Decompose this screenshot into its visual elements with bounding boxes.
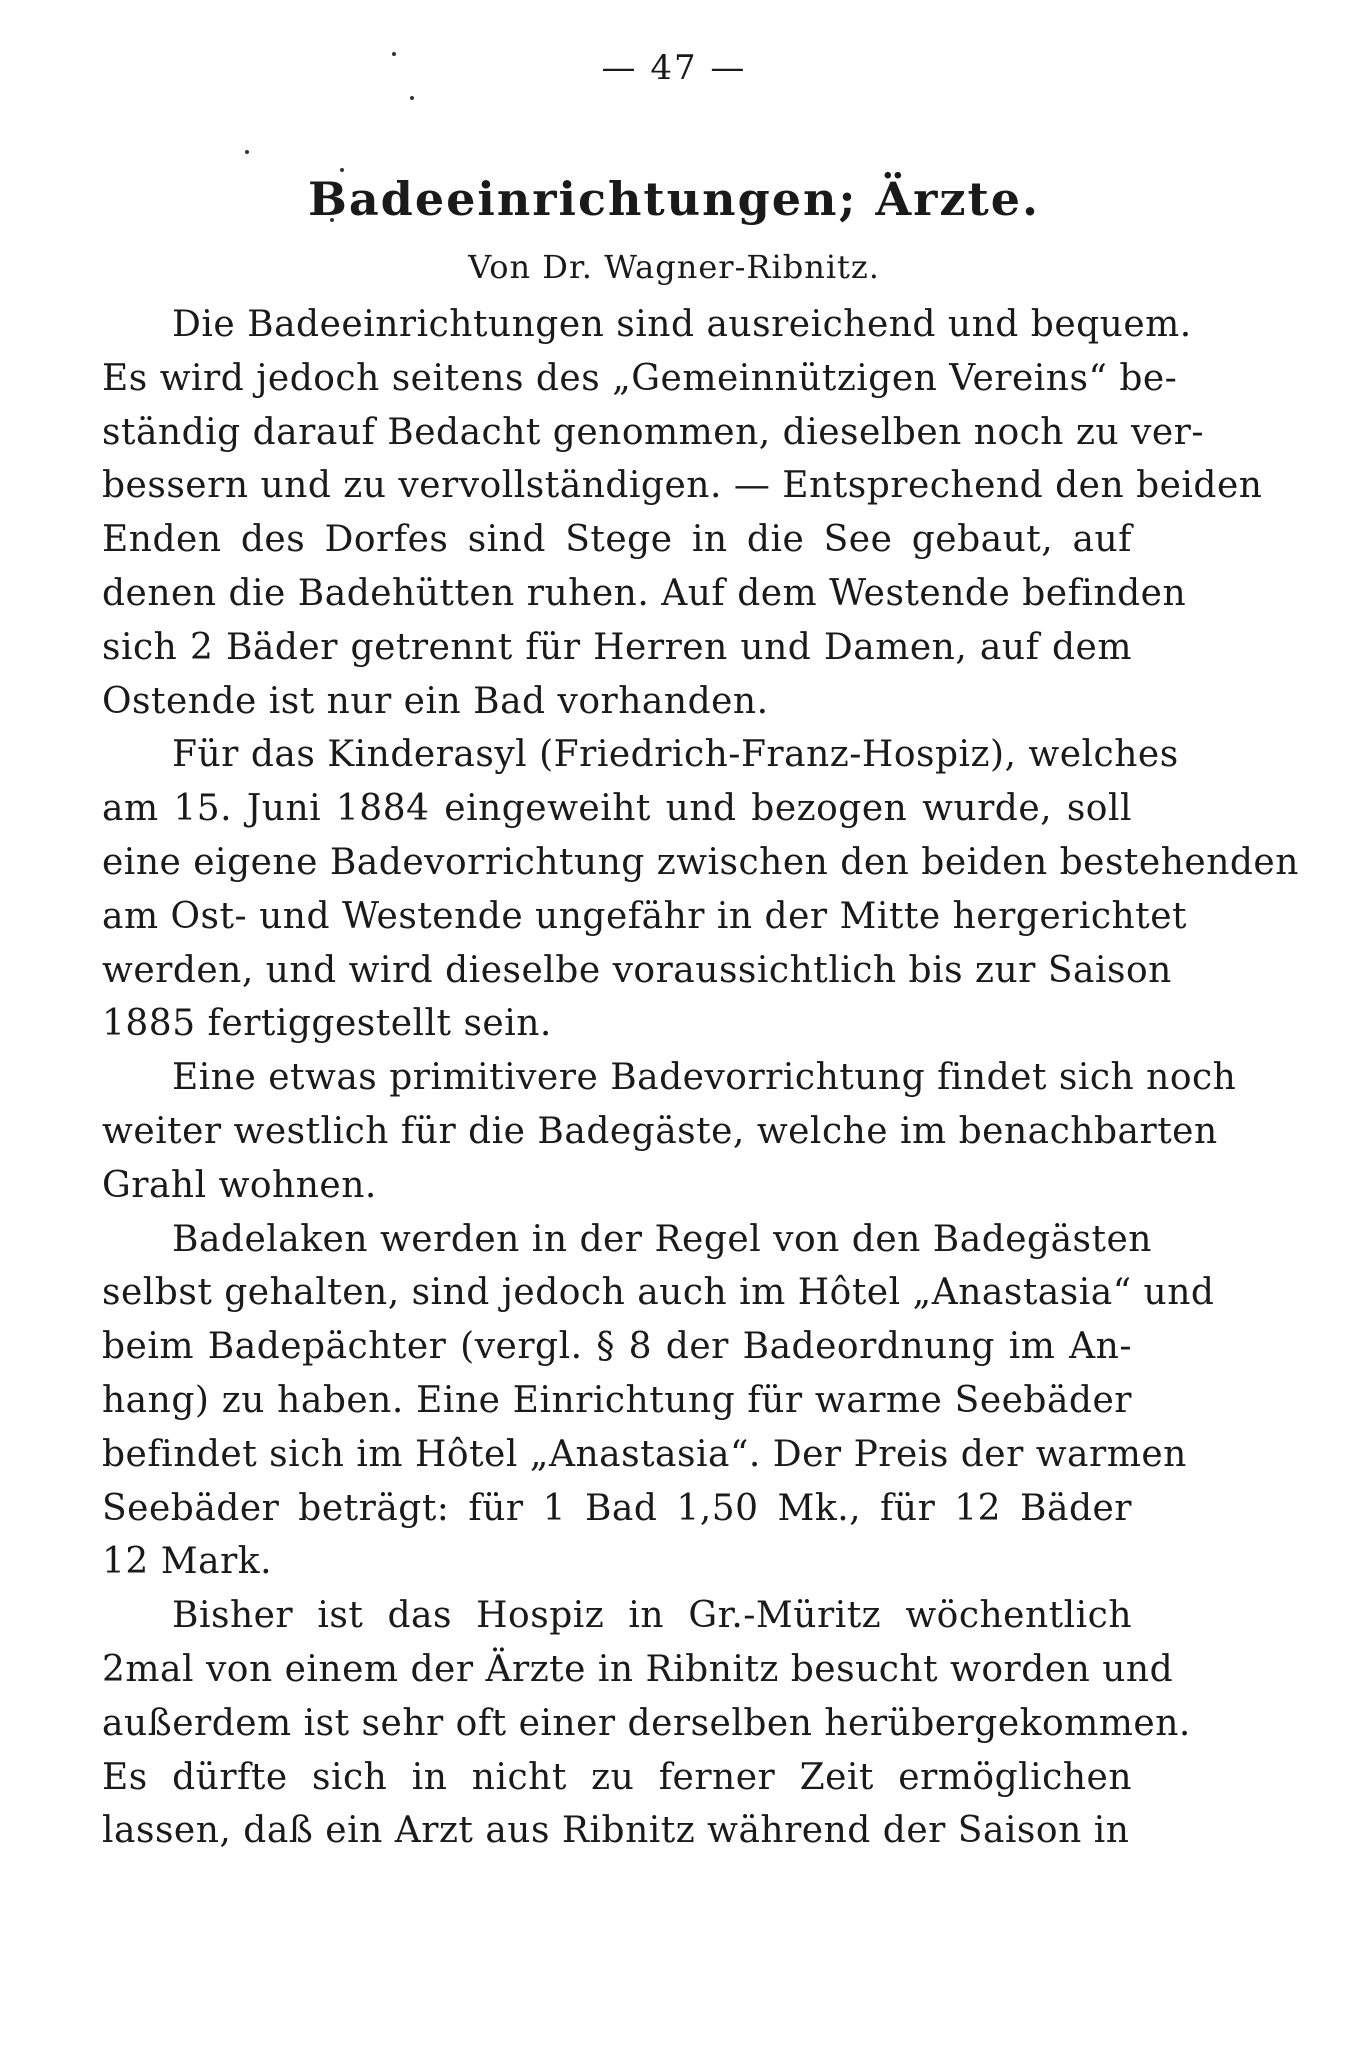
text-line: eine eigene Badevorrichtung zwischen den beiden bestehenden xyxy=(102,841,1299,883)
text-line: Badelaken werden in der Regel von den Badegästen xyxy=(172,1218,1152,1260)
text-line: bessern und zu vervollständigen. — Entsprechend den beiden xyxy=(102,465,1263,507)
text-line: ständig darauf Bedacht genommen, dieselben noch zu ver- xyxy=(102,411,1205,453)
text-line: Eine etwas primitivere Badevorrichtung findet sich noch xyxy=(172,1057,1237,1099)
paragraph xyxy=(102,728,1299,1051)
text-line: 12 Mark. xyxy=(102,1541,273,1583)
text-line: 1885 fertiggestellt sein. xyxy=(102,1003,552,1045)
paragraph xyxy=(102,1051,1237,1212)
text-line: selbst gehalten, sind jedoch auch im Hôtel „Anastasia“ und xyxy=(102,1272,1215,1314)
author-byline: Von Dr. Wagner-Ribnitz. xyxy=(468,248,880,286)
text-line: beim Badepächter (vergl. § 8 der Badeordnung im An- xyxy=(102,1326,1132,1368)
text-line: Für das Kinderasyl (Friedrich-Franz-Hospiz), welches xyxy=(172,734,1179,776)
section-title: Badeeinrichtungen; Ärzte. xyxy=(307,172,1041,226)
text-line: außerdem ist sehr oft einer derselben herübergekommen. xyxy=(102,1702,1191,1744)
body-text xyxy=(102,298,1299,1858)
text-line: Es wird jedoch seitens des „Gemeinnützigen Vereins“ be- xyxy=(102,357,1178,399)
text-line: denen die Badehütten ruhen. Auf dem Westende befinden xyxy=(102,572,1187,614)
text-line: 2mal von einem der Ärzte in Ribnitz besucht worden und xyxy=(102,1648,1174,1690)
text-line: weiter westlich für die Badegäste, welche im benachbarten xyxy=(102,1110,1218,1152)
text-line: Bisher ist das Hospiz in Gr.-Müritz wöchentlich xyxy=(172,1595,1132,1637)
text-line: Es dürfte sich in nicht zu ferner Zeit ermöglichen xyxy=(102,1756,1132,1798)
text-line: Ostende ist nur ein Bad vorhanden. xyxy=(102,680,769,722)
page-number: — 47 — xyxy=(601,48,747,88)
text-line: Enden des Dorfes sind Stege in die See gebaut, auf xyxy=(102,519,1132,561)
text-line: sich 2 Bäder getrennt für Herren und Damen, auf dem xyxy=(102,626,1132,668)
text-line: Grahl wohnen. xyxy=(102,1164,377,1206)
text-line: Seebäder beträgt: für 1 Bad 1,50 Mk., für 12 Bäder xyxy=(102,1487,1132,1529)
text-line: Die Badeeinrichtungen sind ausreichend und bequem. xyxy=(172,304,1192,345)
text-line: hang) zu haben. Eine Einrichtung für warme Seebäder xyxy=(102,1379,1132,1421)
paragraph xyxy=(102,298,1263,728)
paragraph xyxy=(102,1589,1191,1858)
text-line: am 15. Juni 1884 eingeweiht und bezogen wurde, soll xyxy=(102,788,1132,830)
text-line: befindet sich im Hôtel „Anastasia“. Der Preis der warmen xyxy=(102,1433,1187,1475)
text-line: lassen, daß ein Arzt aus Ribnitz während der Saison in xyxy=(102,1810,1130,1852)
text-line: am Ost- und Westende ungefähr in der Mitte hergerichtet xyxy=(102,895,1187,937)
text-line: werden, und wird dieselbe voraussichtlich bis zur Saison xyxy=(102,949,1172,991)
paragraph xyxy=(102,1213,1215,1590)
